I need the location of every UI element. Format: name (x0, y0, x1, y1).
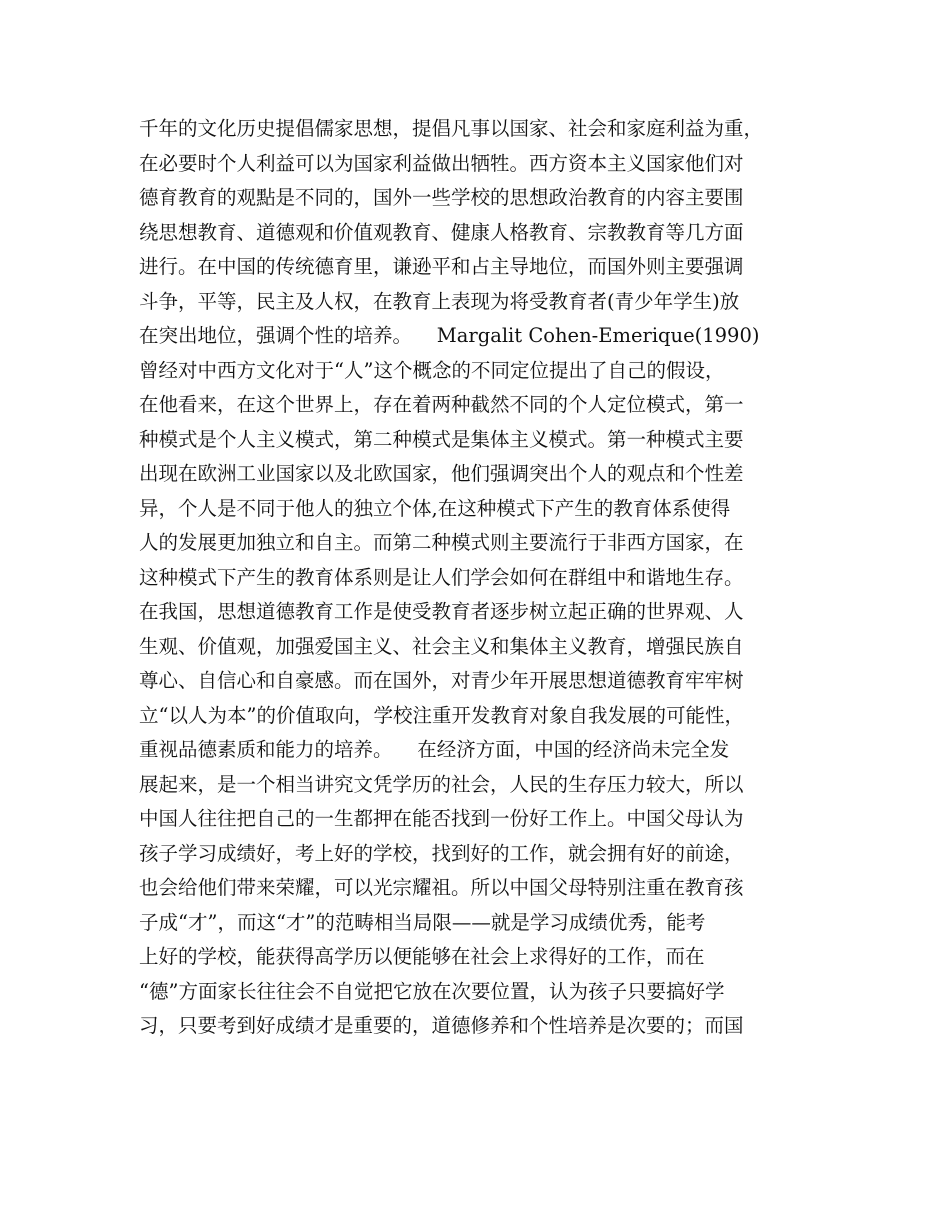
text-line: 千年的文化历史提倡儒家思想，提倡凡事以国家、社会和家庭利益为重， (139, 117, 764, 140)
text-line: 曾经对中西方文化对于“人”这个概念的不同定位提出了自己的假设， (139, 358, 725, 382)
text-line: 德育教育的观點是不同的，国外一些学校的思想政治教育的内容主要围 (139, 186, 744, 209)
text-line: 子成“才”，而这“才”的范畴相当局限——就是学习成绩优秀，能考 (139, 910, 706, 934)
text-line: 中国人往往把自己的一生都押在能否找到一份好工作上。中国父母认为 (139, 807, 744, 830)
text-line: 上好的学校，能获得高学历以便能够在社会上求得好的工作，而在 (139, 945, 705, 968)
text-line: 种模式是个人主义模式，第二种模式是集体主义模式。第一种模式主要 (139, 427, 744, 451)
text-line: 尊心、自信心和自豪感。而在国外，对青少年开展思想道德教育牢牢树 (139, 669, 744, 692)
text-line: 生观、价值观，加强爱国主义、社会主义和集体主义教育，增强民族自 (139, 634, 744, 658)
text-line: 出现在欧洲工业国家以及北欧国家，他们强调突出个人的观点和个性差 (139, 462, 744, 485)
text-line: 也会给他们带来荣耀，可以光宗耀祖。所以中国父母特别注重在教育孩 (139, 876, 744, 899)
text-line: 习，只要考到好成绩才是重要的，道德修养和个性培养是次要的；而国 (139, 1014, 744, 1037)
text-line: 在突出地位，强调个性的培养。 Margalit Cohen-Emerique(1990) (139, 324, 760, 347)
text-line: 异，个人是不同于他人的独立个体,在这种模式下产生的教育体系使得 (139, 496, 731, 520)
text-line: “德”方面家长往往会不自觉把它放在次要位置，认为孩子只要搞好学 (139, 979, 725, 1003)
text-line: 立“以人为本”的价值取向，学校注重开发教育对象自我发展的可能性， (139, 703, 744, 727)
text-line: 在我国，思想道德教育工作是使受教育者逐步树立起正确的世界观、人 (139, 600, 744, 623)
text-line: 这种模式下产生的教育体系则是让人们学会如何在群组中和谐地生存。 (139, 565, 744, 589)
text-line: 在必要时个人利益可以为国家利益做出牺牲。西方资本主义国家他们对 (139, 151, 744, 175)
text-line: 重视品德素质和能力的培养。 在经济方面，中国的经济尚未完全发 (139, 738, 730, 761)
text-line: 展起来，是一个相当讲究文凭学历的社会，人民的生存压力较大，所以 (139, 772, 744, 796)
body-text (139, 112, 839, 1044)
text-line: 进行。在中国的传统德育里，谦逊平和占主导地位，而国外则主要强调 (139, 255, 744, 278)
text-line: 孩子学习成绩好，考上好的学校，找到好的工作，就会拥有好的前途， (139, 841, 744, 865)
text-line: 人的发展更加独立和自主。而第二种模式则主要流行于非西方国家，在 (139, 531, 744, 554)
text-line: 斗争，平等，民主及人权，在教育上表现为将受教育者(青少年学生)放 (139, 289, 740, 313)
text-line: 在他看来，在这个世界上，存在着两种截然不同的个人定位模式，第一 (139, 393, 744, 416)
text-line: 绕思想教育、道德观和价值观教育、健康人格教育、宗教教育等几方面 (139, 220, 744, 244)
